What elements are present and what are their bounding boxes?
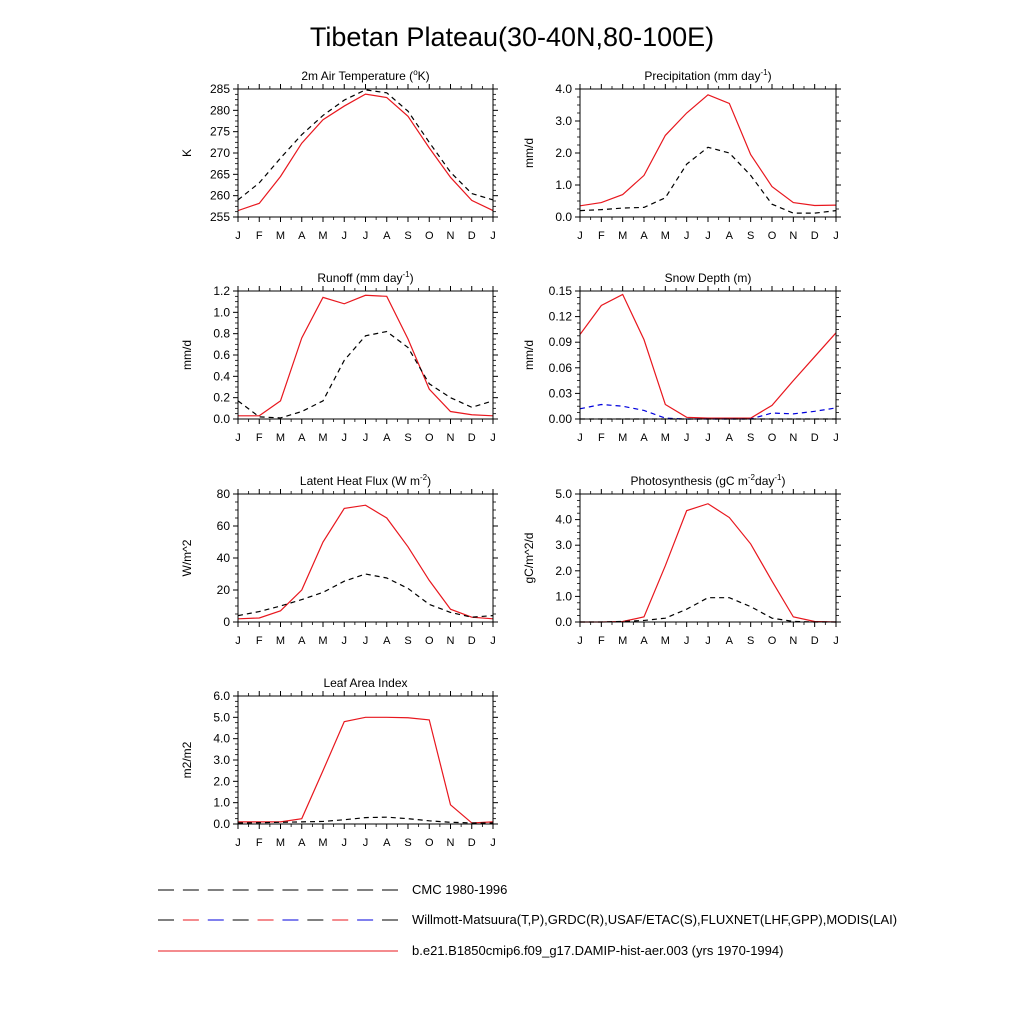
y-tick-label: 6.0: [213, 689, 230, 703]
x-tick-label: F: [255, 635, 263, 647]
x-tick-label: M: [660, 635, 670, 647]
x-tick-label: N: [446, 230, 455, 242]
x-tick-label: J: [341, 230, 347, 242]
y-tick-label: 4.0: [555, 512, 572, 527]
x-tick-label: A: [298, 432, 306, 444]
legend-entry-3: [158, 943, 783, 958]
x-tick-label: A: [725, 432, 734, 444]
legend-entry-2: [158, 912, 897, 927]
x-tick-label: A: [640, 432, 648, 444]
x-tick-label: S: [746, 230, 755, 242]
x-tick-label: N: [446, 837, 455, 849]
x-tick-label: M: [318, 837, 328, 849]
y-axis-label: K: [180, 148, 194, 158]
panel-1: [180, 68, 498, 242]
x-tick-label: A: [383, 837, 391, 849]
x-tick-label: A: [298, 230, 306, 242]
plot-frame: [238, 89, 493, 217]
x-tick-label: F: [597, 635, 605, 647]
y-tick-label: 2.0: [555, 146, 572, 160]
series-line-1: [580, 504, 836, 622]
plot-frame: [580, 89, 836, 217]
y-tick-label: 4.0: [555, 82, 572, 96]
x-tick-label: J: [705, 635, 711, 647]
x-tick-label: J: [683, 230, 690, 242]
series-group: [238, 717, 493, 823]
panel-title: Precipitation (mm day$^{-1}$): [644, 68, 772, 83]
x-tick-label: M: [275, 230, 286, 242]
y-tick-label: 265: [209, 167, 230, 182]
panels: [180, 68, 841, 849]
panel-2: [522, 68, 841, 242]
series-line-2: [238, 90, 493, 200]
x-tick-label: J: [235, 635, 241, 647]
y-axis-label: mm/d: [180, 340, 194, 370]
x-tick-label: D: [467, 230, 476, 242]
y-tick-label: 3.0: [555, 114, 572, 128]
x-tick-label: A: [383, 230, 391, 242]
x-tick-label: J: [490, 230, 496, 242]
y-tick-label: 3.0: [213, 753, 230, 767]
series-line-1: [580, 294, 836, 418]
x-tick-label: J: [341, 635, 347, 647]
x-tick-label: J: [490, 635, 496, 647]
panel-4: [522, 271, 841, 444]
x-tick-label: J: [341, 837, 347, 849]
panel-title: Leaf Area Index: [323, 676, 408, 690]
panel-title: Runoff (mm day$^{-1}$): [317, 270, 414, 285]
x-tick-label: A: [640, 230, 648, 242]
x-tick-label: J: [705, 432, 711, 444]
figure-title: Tibetan Plateau(30-40N,80-100E): [309, 22, 715, 52]
x-tick-label: J: [362, 230, 369, 242]
series-line-1: [580, 95, 836, 206]
y-axis-label: mm/d: [522, 138, 536, 168]
x-tick-label: M: [318, 432, 328, 444]
y-axis-label: mm/d: [522, 340, 536, 370]
x-tick-label: J: [362, 837, 369, 849]
series-line-1: [238, 717, 493, 823]
y-tick-label: 2.0: [213, 774, 230, 789]
x-tick-label: M: [618, 635, 628, 647]
x-tick-label: O: [424, 230, 434, 242]
legend-label: Willmott-Matsuura(T,P),GRDC(R),USAF/ETAC(S),FLUXNET(LHF,GPP),MODIS(LAI): [412, 912, 898, 927]
y-tick-label: 2.0: [555, 563, 572, 578]
x-tick-label: F: [255, 230, 263, 242]
x-tick-label: S: [404, 635, 412, 647]
x-tick-label: J: [235, 837, 241, 849]
plot-frame: [238, 696, 493, 824]
x-tick-label: F: [255, 837, 263, 849]
series-line-2: [580, 404, 836, 419]
panel-title: 2m Air Temperature ($^o$K): [301, 68, 430, 83]
y-tick-label: 0.4: [213, 369, 230, 384]
x-tick-label: S: [746, 635, 755, 647]
plot-frame: [580, 291, 836, 419]
x-tick-label: J: [577, 230, 583, 242]
x-tick-label: N: [789, 635, 798, 647]
y-tick-label: 0.12: [548, 309, 572, 324]
legend-label: b.e21.B1850cmip6.f09_g17.DAMIP-hist-aer.003 (yrs 1970-1994): [412, 943, 784, 958]
x-tick-label: J: [362, 635, 369, 647]
x-tick-label: J: [683, 635, 690, 647]
y-tick-label: 0.6: [213, 348, 230, 362]
y-tick-label: 260: [209, 188, 230, 203]
series-line-2: [238, 332, 493, 418]
y-tick-label: 285: [209, 82, 230, 96]
x-tick-label: F: [597, 230, 605, 242]
y-axis-label: W/m^2: [180, 539, 194, 577]
x-tick-label: M: [318, 635, 328, 647]
x-tick-label: F: [255, 432, 263, 444]
legend: [158, 882, 897, 958]
x-tick-label: N: [446, 432, 455, 444]
series-group: [580, 95, 836, 213]
y-tick-label: 280: [209, 103, 230, 118]
x-tick-label: D: [467, 635, 476, 647]
x-tick-label: M: [618, 230, 628, 242]
x-tick-label: S: [404, 230, 412, 242]
x-tick-label: F: [597, 432, 605, 444]
y-tick-label: 3.0: [555, 538, 572, 553]
x-tick-label: N: [789, 432, 798, 444]
x-tick-label: O: [424, 635, 434, 647]
series-line-1: [238, 94, 493, 210]
x-tick-label: S: [404, 432, 412, 444]
y-tick-label: 1.0: [213, 305, 230, 320]
y-tick-label: 0.0: [213, 412, 230, 426]
legend-label: CMC 1980-1996: [412, 882, 508, 897]
x-tick-label: J: [577, 635, 583, 647]
series-group: [238, 295, 493, 418]
x-tick-label: N: [446, 635, 455, 647]
x-tick-label: D: [810, 432, 819, 444]
y-axis-label: m2/m2: [180, 741, 194, 779]
x-tick-label: O: [424, 837, 434, 849]
y-tick-label: 275: [209, 124, 230, 139]
x-tick-label: A: [383, 635, 391, 647]
y-axis-label: gC/m^2/d: [522, 532, 536, 584]
y-tick-label: 1.2: [213, 284, 230, 298]
x-tick-label: D: [467, 432, 476, 444]
y-tick-label: 0.0: [213, 817, 230, 831]
x-tick-label: J: [490, 432, 496, 444]
y-tick-label: 80: [216, 487, 230, 501]
panel-title: Latent Heat Flux (W $m^{-2}$): [299, 473, 432, 488]
x-tick-label: M: [275, 432, 286, 444]
x-tick-label: J: [833, 635, 839, 647]
x-tick-label: J: [341, 432, 347, 444]
x-tick-label: A: [383, 432, 391, 444]
x-tick-label: J: [235, 432, 241, 444]
series-group: [580, 294, 836, 419]
y-tick-label: 5.0: [555, 487, 572, 501]
x-tick-label: J: [577, 432, 583, 444]
y-tick-label: 1.0: [555, 178, 572, 192]
panel-7: [180, 676, 498, 849]
y-tick-label: 60: [216, 519, 230, 533]
x-tick-label: J: [235, 230, 241, 242]
x-tick-label: A: [725, 635, 734, 647]
y-tick-label: 40: [216, 551, 230, 565]
x-tick-label: A: [725, 230, 734, 242]
x-tick-label: J: [683, 432, 690, 444]
y-tick-label: 0.8: [213, 326, 230, 341]
panel-3: [180, 270, 498, 444]
legend-entry-1: [158, 882, 507, 897]
y-tick-label: 270: [209, 146, 230, 160]
series-group: [238, 90, 493, 211]
x-tick-label: M: [275, 635, 286, 647]
x-tick-label: S: [746, 432, 755, 444]
x-tick-label: M: [275, 837, 286, 849]
plot-frame: [238, 494, 493, 622]
y-tick-label: 255: [209, 210, 230, 224]
series-group: [238, 505, 493, 619]
y-tick-label: 0.06: [548, 360, 572, 375]
x-tick-label: O: [767, 432, 777, 444]
x-tick-label: J: [362, 432, 369, 444]
series-line-1: [238, 295, 493, 416]
y-tick-label: 0.00: [548, 412, 572, 426]
x-tick-label: A: [640, 635, 648, 647]
y-tick-label: 0.09: [548, 335, 572, 350]
x-tick-label: M: [318, 230, 328, 242]
x-tick-label: A: [298, 837, 306, 849]
series-group: [580, 504, 836, 622]
panel-5: [180, 473, 498, 647]
y-tick-label: 20: [216, 583, 230, 597]
x-tick-label: A: [298, 635, 306, 647]
y-tick-label: 4.0: [213, 731, 230, 746]
y-tick-label: 0.0: [555, 615, 572, 629]
y-tick-label: 0.15: [548, 284, 572, 298]
x-tick-label: S: [404, 837, 412, 849]
x-tick-label: N: [789, 230, 798, 242]
x-tick-label: M: [618, 432, 628, 444]
x-tick-label: M: [660, 432, 670, 444]
panel-title: Photosynthesis (gC $m^{-2}day^{-1}$): [630, 473, 786, 488]
y-tick-label: 0: [223, 615, 230, 629]
x-tick-label: J: [705, 230, 711, 242]
y-tick-label: 0.0: [555, 210, 572, 224]
y-tick-label: 0.03: [548, 386, 572, 401]
x-tick-label: D: [810, 230, 819, 242]
x-tick-label: J: [490, 837, 496, 849]
y-tick-label: 1.0: [213, 795, 230, 810]
series-line-2: [238, 817, 493, 823]
x-tick-label: O: [424, 432, 434, 444]
y-tick-label: 0.2: [213, 390, 230, 405]
x-tick-label: D: [467, 837, 476, 849]
x-tick-label: J: [833, 432, 839, 444]
y-tick-label: 5.0: [213, 710, 230, 725]
y-tick-label: 1.0: [555, 589, 572, 604]
series-line-1: [238, 505, 493, 619]
x-tick-label: D: [810, 635, 819, 647]
x-tick-label: O: [767, 635, 777, 647]
panel-6: [522, 473, 841, 647]
panel-title: Snow Depth (m): [664, 271, 752, 285]
plot-frame: [580, 494, 836, 622]
x-tick-label: M: [660, 230, 670, 242]
x-tick-label: J: [833, 230, 839, 242]
x-tick-label: O: [767, 230, 777, 242]
